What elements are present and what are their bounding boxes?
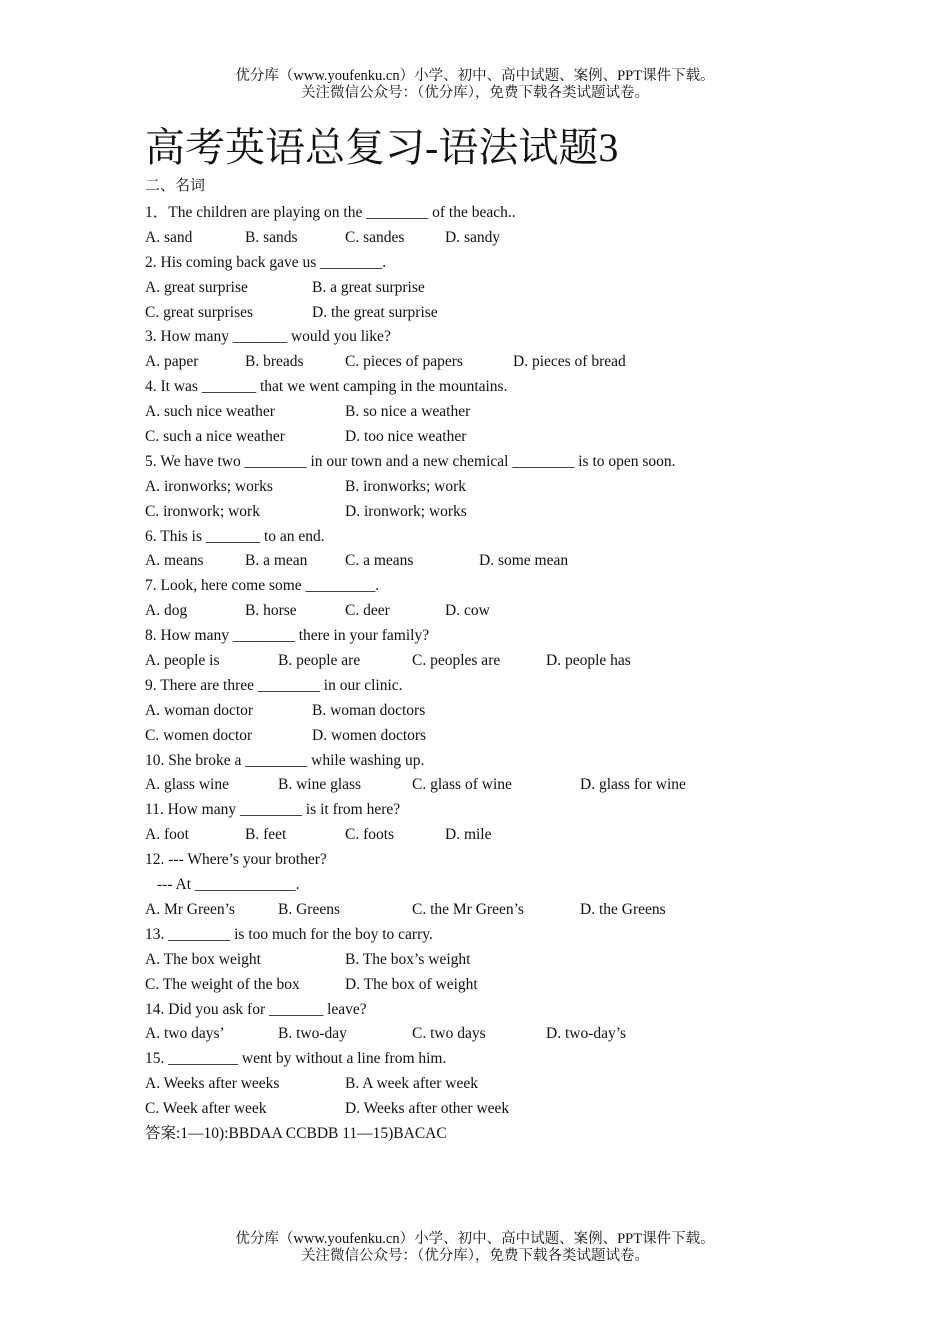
option-b: B. a mean [245,552,308,570]
option-row [145,773,905,798]
footer-line-2: 关注微信公众号：（优分库），免费下载各类试题试卷。 [301,1248,649,1264]
page-footer [0,1231,950,1265]
option-c: C. foots [345,826,395,844]
question-text: 6. This is _______ to an end. [145,527,325,545]
option-b: B. Greens [278,900,340,918]
option-b: B. horse [245,602,297,620]
option-row [145,1022,905,1047]
option-row [145,724,905,749]
option-a: A. Mr Green’s [145,900,235,918]
question-8 [145,624,905,674]
question-text: 3. How many _______ would you like? [145,328,391,346]
question-list [145,201,905,1147]
question-11 [145,798,905,848]
option-row [145,500,905,525]
option-c: C. glass of wine [412,776,512,794]
option-b: B. A week after week [345,1075,478,1093]
question-text: 11. How many ________ is it from here? [145,801,401,819]
question-text: 7. Look, here come some _________. [145,577,380,595]
option-row [145,350,905,375]
question-text: 4. It was _______ that we went camping in the mountains. [145,378,508,396]
option-b: B. woman doctors [312,701,426,719]
option-c: C. two days [412,1025,486,1043]
question-text: 10. She broke a ________ while washing up. [145,751,425,769]
page-header [0,68,950,102]
option-d: D. the Greens [580,900,666,918]
option-a: A. people is [145,652,220,670]
question-text-reply: --- At _____________. [157,876,300,894]
option-d: D. cow [445,602,490,620]
header-line-2: 关注微信公众号：（优分库），免费下载各类试题试卷。 [301,85,649,101]
option-c: C. ironwork; work [145,502,260,520]
question-text: 14. Did you ask for _______ leave? [145,1000,367,1018]
option-d: D. ironwork; works [345,502,467,520]
option-a: A. dog [145,602,188,620]
option-row [145,649,905,674]
option-row [145,425,905,450]
option-b: B. The box’s weight [345,950,471,968]
question-text: 13. ________ is too much for the boy to carry. [145,925,433,943]
option-a: A. means [145,552,204,570]
option-c: C. women doctor [145,726,253,744]
option-c: C. such a nice weather [145,428,285,446]
option-a: A. Weeks after weeks [145,1075,280,1093]
option-row [145,599,905,624]
option-row [145,226,905,251]
option-a: A. ironworks; works [145,477,273,495]
option-d: D. glass for wine [580,776,686,794]
option-c: C. Week after week [145,1100,267,1118]
question-7 [145,574,905,624]
question-text: 15. _________ went by without a line from him. [145,1050,447,1068]
option-a: A. two days’ [145,1025,225,1043]
option-d: D. mile [445,826,492,844]
option-row [145,948,905,973]
option-b: B. people are [278,652,361,670]
option-c: C. the Mr Green’s [412,900,524,918]
question-13 [145,923,905,998]
option-c: C. peoples are [412,652,501,670]
question-9 [145,674,905,749]
option-d: D. women doctors [312,726,427,744]
question-text: 12. --- Where’s your brother? [145,851,327,869]
option-c: C. sandes [345,228,405,246]
option-row [145,400,905,425]
option-d: D. the great surprise [312,303,438,321]
option-d: D. some mean [479,552,569,570]
option-a: A. sand [145,228,193,246]
option-d: D. too nice weather [345,428,467,446]
option-row [145,1072,905,1097]
question-3 [145,325,905,375]
question-text: 1．The children are playing on the ________ of the beach.. [145,204,516,221]
option-a: A. The box weight [145,950,261,968]
option-row [145,898,905,923]
option-a: A. paper [145,353,199,371]
option-b: B. sands [245,228,298,246]
option-b: B. a great surprise [312,278,425,296]
question-5 [145,450,905,525]
option-row [145,823,905,848]
question-15 [145,1047,905,1122]
footer-line-1: 优分库（www.youfenku.cn）小学、初中、高中试题、案例、PPT课件下载。 [235,1231,715,1247]
option-row [145,475,905,500]
option-d: D. people has [546,652,631,670]
option-b: B. so nice a weather [345,403,471,421]
option-row [145,276,905,301]
question-text: 8. How many ________ there in your family? [145,627,430,645]
option-d: D. Weeks after other week [345,1100,510,1118]
option-b: B. wine glass [278,776,362,794]
option-row [145,1097,905,1122]
question-text: 9. There are three ________ in our clinic. [145,676,403,694]
question-1 [145,201,905,251]
option-c: C. a means [345,552,414,570]
option-row [145,973,905,998]
option-c: C. great surprises [145,303,254,321]
option-a: A. glass wine [145,776,229,794]
option-row [145,549,905,574]
option-b: B. ironworks; work [345,477,466,495]
option-row [145,699,905,724]
question-14 [145,998,905,1048]
option-c: C. pieces of papers [345,353,463,371]
option-d: D. pieces of bread [513,353,626,371]
option-a: A. woman doctor [145,701,254,719]
option-row [145,301,905,326]
question-text: 5. We have two ________ in our town and a new chemical ________ is to open soon. [145,452,676,470]
option-d: D. sandy [445,228,501,246]
section-heading: 二、名词 [145,178,206,194]
question-12 [145,848,905,923]
option-c: C. deer [345,602,390,620]
answer-key: 答案:1—10):BBDAA CCBDB 11—15)BACAC [145,1124,447,1142]
option-b: B. two-day [278,1025,347,1043]
header-line-1: 优分库（www.youfenku.cn）小学、初中、高中试题、案例、PPT课件下载。 [235,68,715,84]
question-text: 2. His coming back gave us ________. [145,253,387,271]
option-b: B. breads [245,353,304,371]
question-10 [145,749,905,799]
question-4 [145,375,905,450]
option-b: B. feet [245,826,287,844]
question-2 [145,251,905,326]
option-c: C. The weight of the box [145,975,300,993]
question-6 [145,525,905,575]
page-title: 高考英语总复习-语法试题3 [145,125,619,170]
option-a: A. great surprise [145,278,248,296]
option-d: D. two-day’s [546,1025,627,1043]
option-d: D. The box of weight [345,975,478,993]
option-a: A. such nice weather [145,403,275,421]
option-a: A. foot [145,826,189,844]
